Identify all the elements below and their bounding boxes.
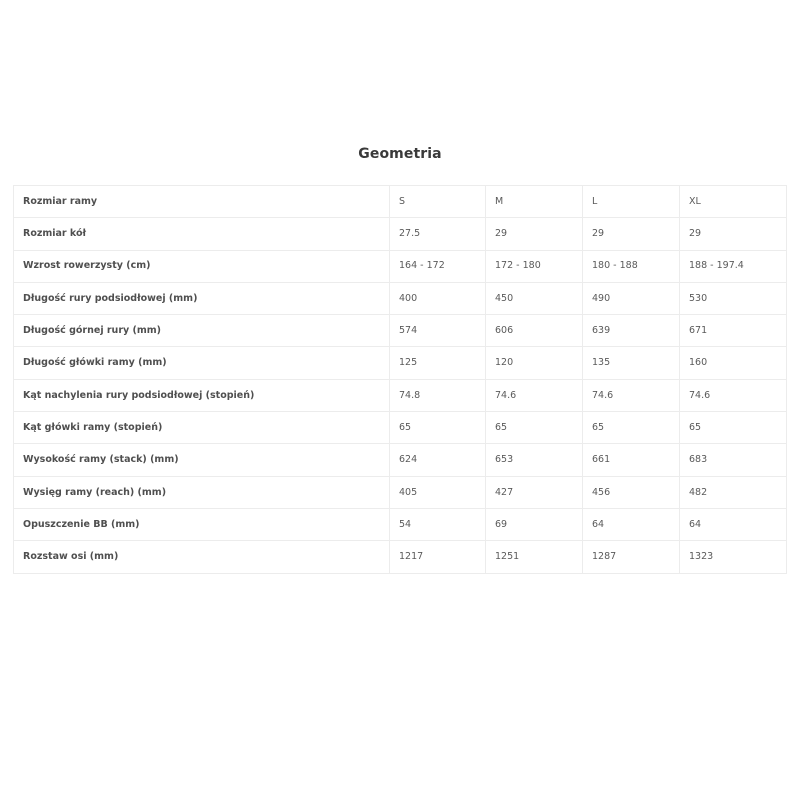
row-label: Rozmiar ramy bbox=[14, 186, 390, 218]
table-cell: 624 bbox=[390, 444, 486, 476]
row-label: Rozstaw osi (mm) bbox=[14, 541, 390, 573]
table-cell: 188 - 197.4 bbox=[680, 250, 787, 282]
table-cell: 400 bbox=[390, 282, 486, 314]
table-row bbox=[14, 476, 787, 508]
table-cell: 160 bbox=[680, 347, 787, 379]
table-cell: 1217 bbox=[390, 541, 486, 573]
table-cell: M bbox=[486, 186, 583, 218]
table-row bbox=[14, 250, 787, 282]
table-cell: 64 bbox=[583, 508, 680, 540]
table-row bbox=[14, 218, 787, 250]
table-cell: 65 bbox=[583, 412, 680, 444]
table-cell: 164 - 172 bbox=[390, 250, 486, 282]
table-cell: 405 bbox=[390, 476, 486, 508]
table-cell: 683 bbox=[680, 444, 787, 476]
row-label: Wzrost rowerzysty (cm) bbox=[14, 250, 390, 282]
table-cell: 180 - 188 bbox=[583, 250, 680, 282]
table-cell: 65 bbox=[390, 412, 486, 444]
table-cell: 54 bbox=[390, 508, 486, 540]
row-label: Kąt główki ramy (stopień) bbox=[14, 412, 390, 444]
table-cell: 27.5 bbox=[390, 218, 486, 250]
table-cell: 29 bbox=[583, 218, 680, 250]
row-label: Długość rury podsiodłowej (mm) bbox=[14, 282, 390, 314]
table-row bbox=[14, 347, 787, 379]
table-cell: 120 bbox=[486, 347, 583, 379]
table-cell: 456 bbox=[583, 476, 680, 508]
table-cell: 74.6 bbox=[486, 379, 583, 411]
table-cell: 125 bbox=[390, 347, 486, 379]
table-row bbox=[14, 541, 787, 573]
row-label: Kąt nachylenia rury podsiodłowej (stopień) bbox=[14, 379, 390, 411]
table-cell: 64 bbox=[680, 508, 787, 540]
table-cell: 450 bbox=[486, 282, 583, 314]
table-cell: 427 bbox=[486, 476, 583, 508]
table-cell: 69 bbox=[486, 508, 583, 540]
table-cell: 135 bbox=[583, 347, 680, 379]
table-cell: 29 bbox=[680, 218, 787, 250]
row-label: Długość górnej rury (mm) bbox=[14, 315, 390, 347]
table-row bbox=[14, 186, 787, 218]
table-cell: 74.6 bbox=[680, 379, 787, 411]
table-cell: 530 bbox=[680, 282, 787, 314]
row-label: Wysokość ramy (stack) (mm) bbox=[14, 444, 390, 476]
geometry-table bbox=[13, 185, 787, 574]
table-cell: 639 bbox=[583, 315, 680, 347]
table-cell: 482 bbox=[680, 476, 787, 508]
table-cell: 65 bbox=[486, 412, 583, 444]
row-label: Długość główki ramy (mm) bbox=[14, 347, 390, 379]
table-cell: 172 - 180 bbox=[486, 250, 583, 282]
table-cell: S bbox=[390, 186, 486, 218]
table-row bbox=[14, 444, 787, 476]
row-label: Opuszczenie BB (mm) bbox=[14, 508, 390, 540]
table-row bbox=[14, 412, 787, 444]
table-cell: 29 bbox=[486, 218, 583, 250]
row-label: Wysięg ramy (reach) (mm) bbox=[14, 476, 390, 508]
table-cell: 661 bbox=[583, 444, 680, 476]
table-row bbox=[14, 282, 787, 314]
table-cell: 74.6 bbox=[583, 379, 680, 411]
table-cell: 1251 bbox=[486, 541, 583, 573]
table-cell: 74.8 bbox=[390, 379, 486, 411]
table-cell: 653 bbox=[486, 444, 583, 476]
table-cell: L bbox=[583, 186, 680, 218]
page-title: Geometria bbox=[358, 146, 442, 162]
table-cell: 606 bbox=[486, 315, 583, 347]
table-cell: 1323 bbox=[680, 541, 787, 573]
table-cell: 574 bbox=[390, 315, 486, 347]
table-cell: 490 bbox=[583, 282, 680, 314]
table-row bbox=[14, 315, 787, 347]
table-cell: 1287 bbox=[583, 541, 680, 573]
table-cell: 671 bbox=[680, 315, 787, 347]
table-row bbox=[14, 508, 787, 540]
table-cell: XL bbox=[680, 186, 787, 218]
row-label: Rozmiar kół bbox=[14, 218, 390, 250]
table-row bbox=[14, 379, 787, 411]
table-cell: 65 bbox=[680, 412, 787, 444]
